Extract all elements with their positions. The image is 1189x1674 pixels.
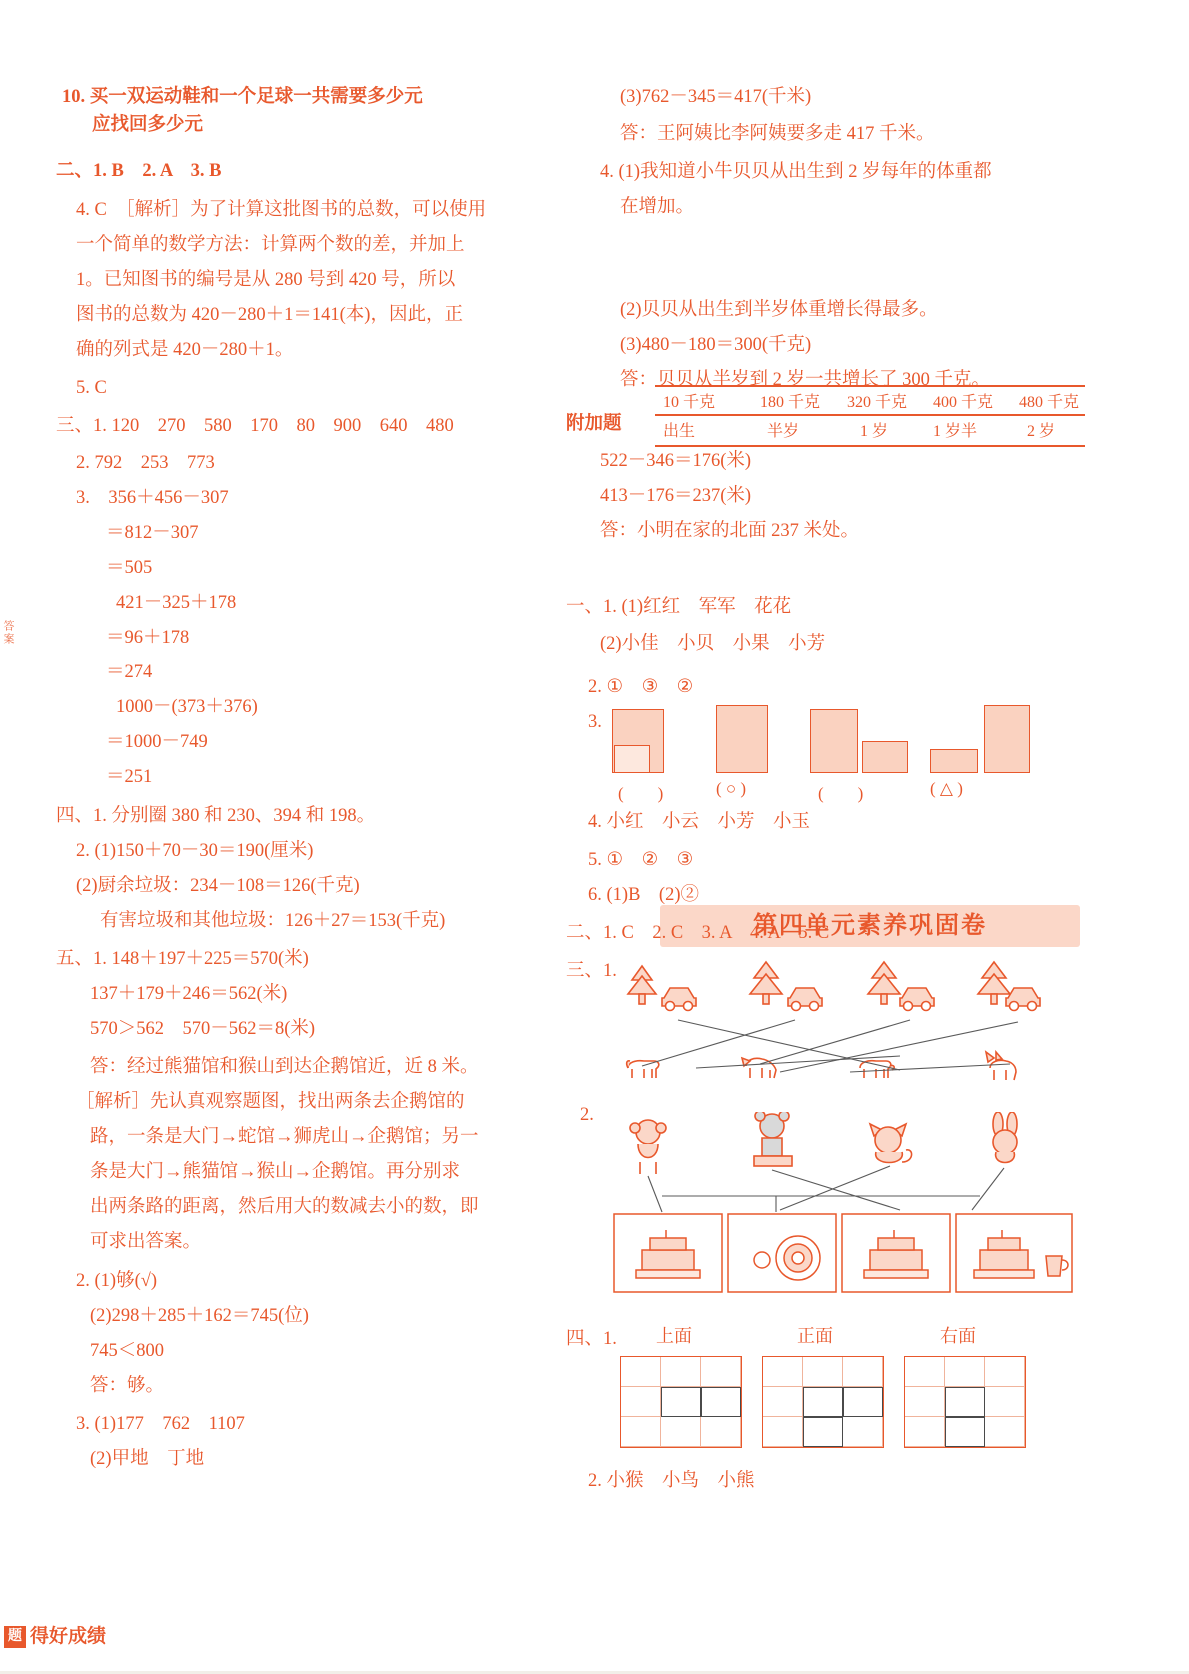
left-line-11: 3. 356＋456－307	[76, 488, 229, 508]
right-line-2: 4. (1)我知道小牛贝贝从出生到 2 岁每年的体重都	[600, 162, 992, 182]
left-line-9: 三、1. 120 270 580 170 80 900 640 480	[56, 416, 454, 436]
left-line-2: 二、1. B 2. A 3. B	[56, 161, 222, 181]
grid-cell	[843, 1417, 883, 1447]
unit2-line-4: 三、1.	[566, 961, 617, 981]
right-after-1: (3)480－180＝300(千克)	[620, 335, 812, 355]
left-line-30: 条是大门→熊猫馆→猴山→企鹅馆。再分别求	[90, 1162, 461, 1182]
view-grid-front	[762, 1356, 884, 1448]
sidebar-vertical-text: 答案	[2, 620, 14, 646]
left-line-26: 570＞562 570－562＝8(米)	[90, 1019, 316, 1039]
right-after-2: 答：贝贝从半岁到 2 岁一共增长了 300 千克。	[620, 370, 991, 390]
left-line-28: ［解析］先认真观察题图，找出两条去企鹅馆的	[76, 1092, 465, 1112]
left-line-5: 1。已知图书的编号是从 280 号到 420 号，所以	[76, 270, 456, 290]
weight-label-3: 1 岁半	[933, 423, 978, 440]
view-grid-right	[904, 1356, 1026, 1448]
left-line-29: 路，一条是大门→蛇馆→狮虎山→企鹅馆；另一	[90, 1127, 479, 1147]
bar-bracket-2: ( )	[818, 784, 864, 803]
view-title-right: 右面	[940, 1326, 976, 1346]
right-line-1: 答：王阿姨比李阿姨要多走 417 千米。	[620, 124, 935, 144]
left-line-10: 2. 792 253 773	[76, 453, 215, 473]
left-line-13: ＝505	[106, 558, 153, 578]
unit2-line-2: 6. (1)B (2)②	[588, 885, 699, 905]
grid-cell-filled	[843, 1387, 883, 1417]
left-line-24: 五、1. 148＋197＋225＝570(米)	[56, 949, 309, 969]
right-line-0: (3)762－345＝417(千米)	[620, 87, 812, 107]
right-line-3: 在增加。	[620, 197, 695, 217]
weight-label-4: 2 岁	[1027, 423, 1056, 440]
left-line-1: 应找回多少元	[92, 115, 204, 135]
left-line-7: 确的列式是 420－280＋1。	[76, 340, 294, 360]
unit1-line-1: (2)小佳 小贝 小果 小芳	[600, 634, 826, 654]
left-line-38: (2)甲地 丁地	[90, 1449, 205, 1469]
bar-bracket-0: ( )	[618, 784, 664, 803]
weight-value-0: 10 千克	[663, 394, 716, 411]
table-mid-rule	[655, 414, 1085, 416]
footer-mark: 题	[4, 1626, 26, 1648]
left-line-23: 有害垃圾和其他垃圾：126＋27＝153(千克)	[100, 911, 446, 931]
left-line-3: 4. C ［解析］为了计算这批图书的总数，可以使用	[76, 200, 487, 220]
table-bottom-rule	[655, 445, 1085, 447]
bar-comparison-figure	[612, 705, 1042, 815]
footer-brand	[4, 1621, 106, 1648]
grid-cell	[661, 1357, 701, 1387]
weight-growth-table	[655, 385, 1085, 447]
grid-cell	[701, 1357, 741, 1387]
grid-cell	[621, 1417, 661, 1447]
left-line-18: ＝1000－749	[106, 732, 208, 752]
view-title-top: 上面	[656, 1326, 692, 1346]
match-figure-animals-cakes	[600, 1112, 1080, 1302]
bar-bracket-3: ( △ )	[930, 779, 963, 798]
unit1-line-2: 2. ① ③ ②	[588, 677, 694, 697]
views-section-label: 四、1.	[566, 1329, 617, 1349]
grid-cell	[763, 1357, 803, 1387]
left-line-25: 137＋179＋246＝562(米)	[90, 984, 288, 1004]
left-line-36: 答：够。	[90, 1376, 165, 1396]
grid-cell	[905, 1387, 945, 1417]
right-last-line: 2. 小猴 小鸟 小熊	[588, 1471, 755, 1491]
weight-value-4: 480 千克	[1019, 394, 1080, 411]
left-line-4: 一个简单的数学方法：计算两个数的差，并加上	[76, 235, 465, 255]
bar-4a	[930, 749, 978, 773]
grid-cell	[905, 1357, 945, 1387]
unit-title-text: 第四单元素养巩固卷	[753, 913, 987, 939]
grid-cell-filled	[803, 1387, 843, 1417]
extra-line-1: 413－176＝237(米)	[600, 486, 752, 506]
weight-value-3: 400 千克	[933, 394, 994, 411]
left-line-8: 5. C	[76, 378, 107, 398]
left-line-27: 答：经过熊猫馆和猴山到达企鹅馆近，近 8 米。	[90, 1057, 479, 1077]
grid-cell	[803, 1357, 843, 1387]
grid-cell	[621, 1387, 661, 1417]
left-line-20: 四、1. 分别圈 380 和 230、394 和 198。	[56, 806, 376, 826]
left-line-37: 3. (1)177 762 1107	[76, 1414, 245, 1434]
grid-cell	[985, 1357, 1025, 1387]
left-line-15: ＝96＋178	[106, 628, 190, 648]
unit2-line-1: 5. ① ② ③	[588, 850, 694, 870]
grid-cell	[985, 1387, 1025, 1417]
grid-cell	[905, 1417, 945, 1447]
left-line-31: 出两条路的距离，然后用大的数减去小的数，即	[90, 1197, 479, 1217]
grid-cell	[945, 1357, 985, 1387]
grid-cell-filled	[701, 1387, 741, 1417]
left-line-12: ＝812－307	[106, 523, 199, 543]
bar-4b	[984, 705, 1030, 773]
left-line-0: 10. 买一双运动鞋和一个足球一共需要多少元	[62, 87, 423, 107]
grid-cell	[843, 1357, 883, 1387]
left-line-33: 2. (1)够(√)	[76, 1271, 158, 1291]
left-line-34: (2)298＋285＋162＝745(位)	[90, 1306, 309, 1326]
bar-3b	[862, 741, 908, 773]
left-line-16: ＝274	[106, 662, 153, 682]
left-line-35: 745＜800	[90, 1341, 165, 1361]
extra-line-2: 答：小明在家的北面 237 米处。	[600, 521, 860, 541]
weight-value-1: 180 千克	[760, 394, 821, 411]
right-after-0: (2)贝贝从出生到半岁体重增长得最多。	[620, 300, 938, 320]
grid-cell	[985, 1417, 1025, 1447]
view-title-front: 正面	[797, 1326, 833, 1346]
unit1-line-3: 3.	[588, 712, 602, 732]
left-line-22: (2)厨余垃圾：234－108＝126(千克)	[76, 876, 360, 896]
weight-value-2: 320 千克	[847, 394, 908, 411]
left-line-21: 2. (1)150＋70－30＝190(厘米)	[76, 841, 314, 861]
left-line-19: ＝251	[106, 767, 153, 787]
left-line-14: 421－325＋178	[116, 593, 237, 613]
weight-label-2: 1 岁	[860, 423, 889, 440]
bar-1-inner	[614, 745, 650, 773]
left-line-6: 图书的总数为 420－280＋1＝141(本)，因此，正	[76, 305, 463, 325]
weight-label-1: 半岁	[767, 423, 800, 440]
match-figure-trees-animals	[600, 960, 1080, 1100]
grid-cell	[701, 1417, 741, 1447]
extra-title: 附加题	[566, 414, 622, 434]
bar-bracket-1: ( ○ )	[716, 779, 747, 798]
grid-cell	[621, 1357, 661, 1387]
footer-text: 得好成绩	[30, 1626, 107, 1647]
bar-2	[716, 705, 768, 773]
grid-cell-filled	[803, 1417, 843, 1447]
unit2-line-3: 二、1. C 2. C 3. A 4. A 5. C	[566, 923, 830, 943]
left-line-32: 可求出答案。	[90, 1232, 202, 1252]
grid-cell	[763, 1417, 803, 1447]
grid-cell-filled	[945, 1387, 985, 1417]
grid-cell	[763, 1387, 803, 1417]
bar-3a	[810, 709, 858, 773]
grid-cell-filled	[945, 1417, 985, 1447]
unit1-line-0: 一、1. (1)红红 军军 花花	[566, 597, 792, 617]
unit2-line-0: 4. 小红 小云 小芳 小玉	[588, 812, 811, 832]
weight-label-0: 出生	[663, 423, 696, 440]
unit2-line-5: 2.	[580, 1105, 594, 1125]
extra-line-0: 522－346＝176(米)	[600, 451, 752, 471]
grid-cell	[661, 1417, 701, 1447]
grid-cell-filled	[661, 1387, 701, 1417]
left-line-17: 1000－(373＋376)	[116, 697, 258, 717]
view-grid-top	[620, 1356, 742, 1448]
